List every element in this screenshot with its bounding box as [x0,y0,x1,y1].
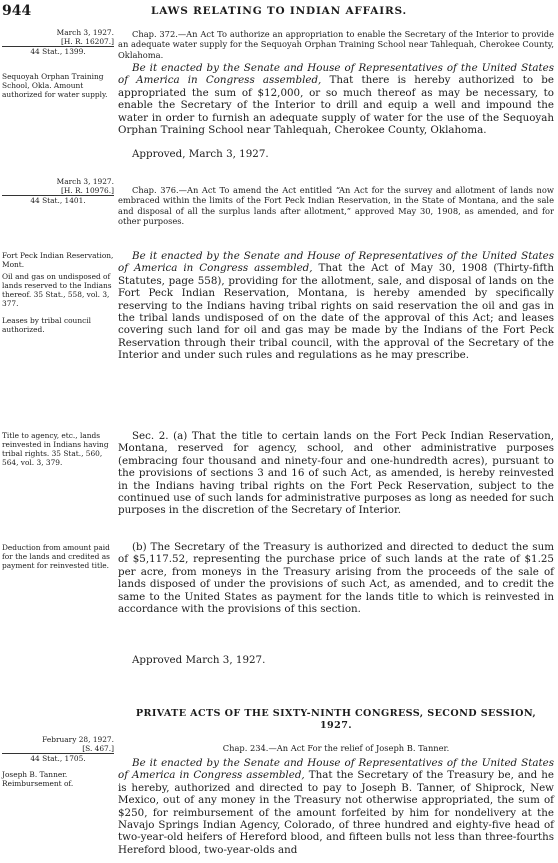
ch234-title: Chap. 234.—An Act For the relief of Joseph B. Tanner. [222,743,450,753]
page-number: 944 [2,3,32,19]
ch234-enacting-clause: Be it enacted by the Senate and House of Representatives of the United States of America in Congress assembled, [118,757,554,782]
ch376-section-2b: (b) The Secretary of the Treasury is authorized and directed to deduct the sum of $5,117.52, representing the purchase price of such lands at the rate of $1.25 per acre, from moneys in the Treasury arising from the proceeds of the sale of lands disposed of under the provisions of such Act, as amended, and to credit the same to the United States as payment for the lands title to which is reinvested in accordance with the provisions of this section. [118,541,554,616]
ch376-bill: [H. R. 10976.] [2,186,114,196]
ch372-bill: [H. R. 16207.] [2,37,114,47]
ch234-bill: [S. 467.] [2,744,114,754]
ch372-margin-citation [2,28,114,56]
ch372-body: That there is hereby authorized to be appropriated the sum of $12,000, or so much thereof as may be necessary, to enable the Secretary of the Interior to drill and equip a well and impound the water in order to furnish an adequate supply of water for the use of the Sequoyah Orphan Training School near Tahlequah, Cherokee County, Oklahoma. [118,74,554,137]
margin-note-oil-gas: Oil and gas on undisposed of lands reserved to the Indians thereof. 35 Stat., 558, vol. 3, 377. [2,272,112,308]
ch376-section-2a: Sec. 2. (a) That the title to certain lands on the Fort Peck Indian Reservation, Montana, reserved for agency, school, and other administrative purposes (embracing four thousand and ninety-four and one-hundredth acres), pursuant to the provisions of sections 3 and 16 of such Act, as amended, is hereby reinvested in the Indians having tribal rights on the Fort Peck Reservation, subject to the continued use of such lands for administrative purposes as long as needed for such purposes in the discretion of the Secretary of Interior. [118,430,554,517]
ch372-text [118,62,554,136]
ch376-body-1: That the Act of May 30, 1908 (Thirty-fifth Statutes, page 558), providing for the allotment, sale, and disposal of lands on the Fort Peck Indian Reservation, Montana, is hereby amended by specifically reserving to the Indians having tribal rights on said reservation the oil and gas in the tribal lands undisposed of on the date of the approval of this Act; and leases covering such land for oil and gas may be made by the Indians of the Fort Peck Reservation through their tribal council, with the approval of the Secretary of the Interior and under such rules and regulations as he may prescribe. [118,262,554,362]
private-acts-heading: PRIVATE ACTS OF THE SIXTY-NINTH CONGRESS, SECOND SESSION, 1927. [135,708,537,731]
margin-note-fort-peck: Fort Peck Indian Reservation, Mont. [2,251,114,269]
ch376-title: Chap. 376.—An Act To amend the Act entitled “An Act for the survey and allotment of lands now embraced within the limits of the Fort Peck Indian Reservation, in the State of Montana, and the sale and disposal of all the surplus lands after allotment,” approved May 30, 1908, as amended, and for other purposes. [118,185,554,226]
margin-note-leases: Leases by tribal council authorized. [2,316,91,334]
ch376-enacting-clause: Be it enacted by the Senate and House of Representatives of the United States of America in Congress assembled, [118,250,554,275]
running-title: LAWS RELATING TO INDIAN AFFAIRS. [151,5,407,17]
ch376-margin-notes [2,251,114,334]
ch234-body: That the Secretary of the Treasury be, and he is hereby, authorized and directed to pay to Joseph B. Tanner, of Shiprock, New Mexico, out of any money in the Treasury not otherwise appropriated, the sum of $250, for reimbursement of the amount forfeited by him for nondelivery at the Navajo Springs Indian Agency, Colorado, of three hundred and eighty-five head of two-year-old heifers of Hereford blood, and fifteen bulls not less than three-fourths Hereford blood, two-year-olds and [118,769,554,856]
ch376-date: March 3, 1927. [56,177,114,186]
ch376-section-1 [118,250,554,362]
ch372-margin-note: Sequoyah Orphan Training School, Okla. Amount authorized for water supply. [2,72,108,99]
ch234-margin-citation [2,735,114,763]
ch234-text [118,757,554,856]
ch376-approved: Approved March 3, 1927. [132,654,266,666]
ch372-approved: Approved, March 3, 1927. [132,148,269,160]
ch376-margin-citation [2,177,114,205]
ch372-enacting-clause: Be it enacted by the Senate and House of Representatives of the United States of America in Congress assembled, [118,62,554,87]
margin-note-deduction: Deduction from amount paid for the lands and credited as payment for reinvested title. [2,543,110,570]
ch376-stat: 44 Stat., 1401. [30,196,86,205]
ch372-title: Chap. 372.—An Act To authorize an appropriation to enable the Secretary of the Interior to provide an adequate water supply for the Sequoyah Orphan Training School near Tahlequah, Cherokee County, Oklahoma. [118,29,554,60]
ch372-stat: 44 Stat., 1399. [30,47,86,56]
margin-note-title-reinvested: Title to agency, etc., lands reinvested in Indians having tribal rights. 35 Stat., 560, 564, vol. 3, 379. [2,431,109,467]
ch372-date: March 3, 1927. [56,28,114,37]
ch234-stat: 44 Stat., 1705. [30,754,86,763]
ch234-margin-note: Joseph B. Tanner. Reimbursement of. [2,770,74,788]
ch234-date: February 28, 1927. [42,735,114,744]
